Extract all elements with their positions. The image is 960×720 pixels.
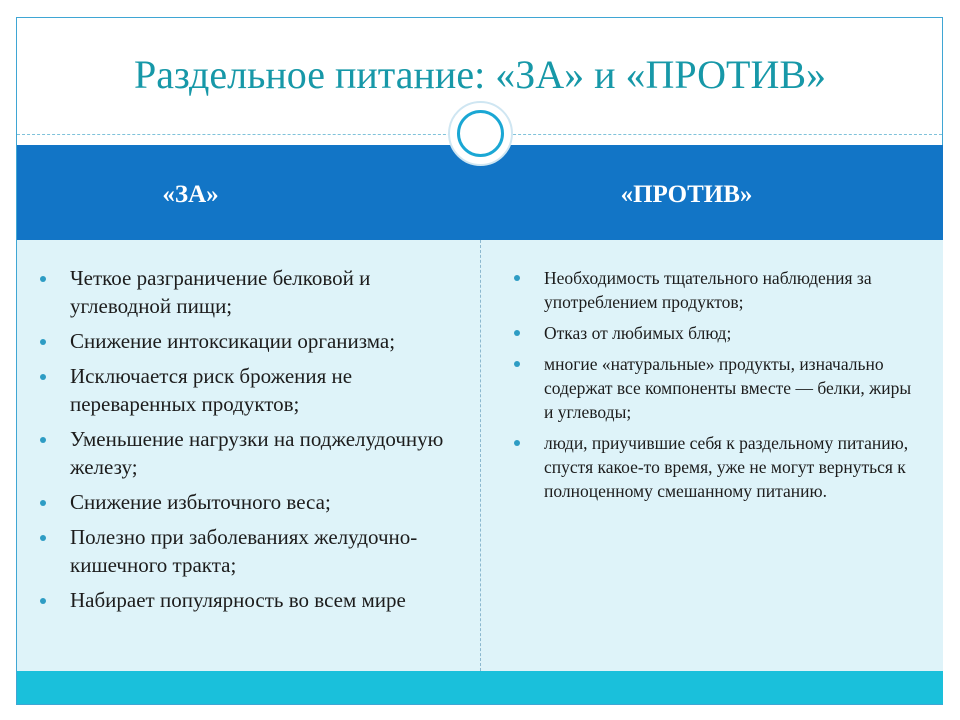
pro-item-text: Уменьшение нагрузки на поджелудочную железу; xyxy=(70,427,444,479)
con-list-item xyxy=(512,431,922,503)
bullet-icon xyxy=(40,339,46,345)
bullet-icon xyxy=(514,361,520,367)
footer-band xyxy=(17,671,943,704)
con-item-text: Необходимость тщательного наблюдения за употреблением продуктов; xyxy=(544,268,872,312)
bullet-icon xyxy=(514,275,520,281)
bullet-icon xyxy=(514,440,520,446)
pro-item-text: Снижение интоксикации организма; xyxy=(70,329,396,353)
con-list-item xyxy=(512,352,922,424)
pro-list xyxy=(38,264,468,621)
bullet-icon xyxy=(40,598,46,604)
pro-list-item xyxy=(38,488,468,516)
pro-item-text: Четкое разграничение белковой и углеводной пищи; xyxy=(70,266,371,318)
con-list xyxy=(512,266,922,510)
bullet-icon xyxy=(40,437,46,443)
bullet-icon xyxy=(40,500,46,506)
con-item-text: многие «натуральные» продукты, изначально содержат все компоненты вместе — белки, жиры и углеводы; xyxy=(544,354,912,422)
pro-list-item xyxy=(38,586,468,614)
pro-item-text: Полезно при заболеваниях желудочно-кишечного тракта; xyxy=(70,525,418,577)
column-divider xyxy=(480,240,481,671)
pro-list-item xyxy=(38,362,468,418)
pro-list-item xyxy=(38,327,468,355)
pro-item-text: Снижение избыточного веса; xyxy=(70,490,331,514)
pro-list-item xyxy=(38,425,468,481)
con-header: «ПРОТИВ» xyxy=(620,181,753,208)
pro-list-item xyxy=(38,523,468,579)
bullet-icon xyxy=(40,276,46,282)
slide-title: Раздельное питание: «ЗА» и «ПРОТИВ» xyxy=(133,52,827,97)
pro-item-text: Исключается риск брожения не переваренных продуктов; xyxy=(70,364,353,416)
con-item-text: люди, приучившие себя к раздельному питанию, спустя какое-то время, уже не могут вернуться к полноценному смешанному питанию. xyxy=(544,433,909,501)
con-list-item xyxy=(512,321,922,345)
bullet-icon xyxy=(514,330,520,336)
con-list-item xyxy=(512,266,922,314)
bullet-icon xyxy=(40,374,46,380)
pro-header: «ЗА» xyxy=(162,181,219,208)
bullet-icon xyxy=(40,535,46,541)
decorative-circle-icon xyxy=(457,110,504,157)
pro-list-item xyxy=(38,264,468,320)
con-item-text: Отказ от любимых блюд; xyxy=(544,323,732,343)
pro-item-text: Набирает популярность во всем мире xyxy=(70,588,406,612)
